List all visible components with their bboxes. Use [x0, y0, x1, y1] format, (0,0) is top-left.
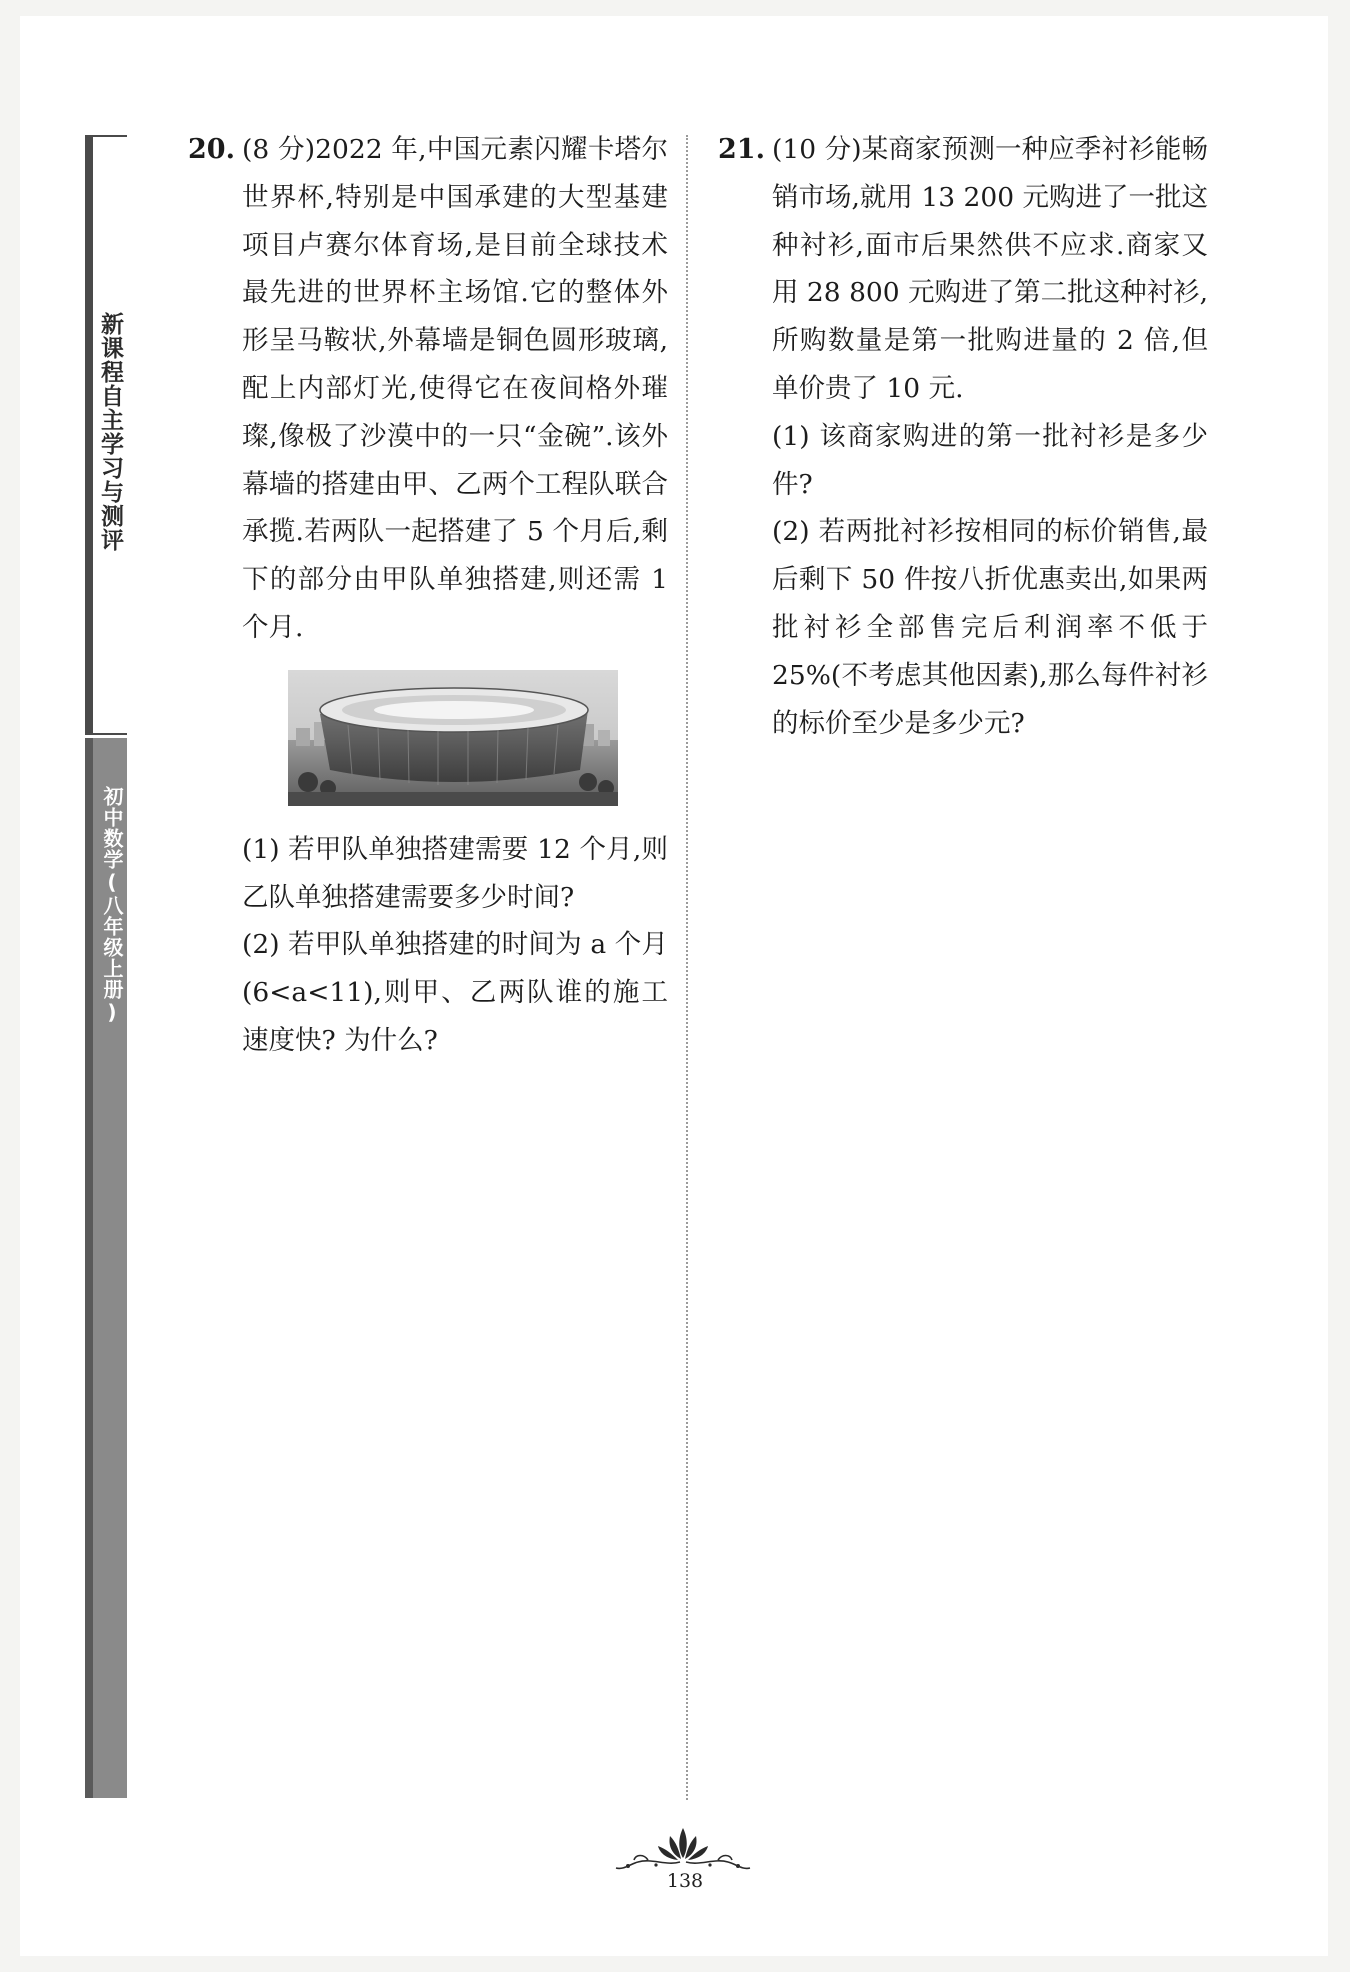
sub-question-1: (1) 该商家购进的第一批衬衫是多少件?	[772, 420, 1208, 500]
column-divider	[686, 135, 688, 1800]
stadium-image	[288, 670, 618, 806]
side-tab-series	[85, 135, 127, 735]
sub-question-2: (2) 若两批衬衫按相同的标价销售,最后剩下 50 件按八折优惠卖出,如果两批衬衫全部售完后利润率不低于 25%(不考虑其他因素),那么每件衬衫的标价至少是多少元?	[772, 516, 1208, 739]
sub-question-2: (2) 若甲队单独搭建的时间为 a 个月(6<a<11),则甲、乙两队谁的施工速度快? 为什么?	[242, 929, 668, 1056]
side-tab-book	[85, 738, 127, 1798]
question-20	[188, 126, 668, 1065]
page-number: 138	[666, 1870, 704, 1892]
book-title: 初中数学(八年级上册)	[100, 786, 124, 1025]
question-stem: (8 分)2022 年,中国元素闪耀卡塔尔世界杯,特别是中国承建的大型基建项目卢赛尔体育场,是目前全球技术最先进的世界杯主场馆.它的整体外形呈马鞍状,外幕墙是铜色圆形玻璃,配上内部灯光,使得它在夜间格外璀璨,像极了沙漠中的一只“金碗”.该外幕墙的搭建由甲、乙两个工程队联合承揽.若两队一起搭建了 5 个月后,剩下的部分由甲队单独搭建,则还需 1 个月.	[242, 134, 668, 643]
question-number: 21.	[718, 134, 765, 165]
series-title: 新课程自主学习与测评	[97, 312, 123, 552]
question-21	[718, 126, 1208, 747]
sub-question-1: (1) 若甲队单独搭建需要 12 个月,则乙队单独搭建需要多少时间?	[242, 833, 668, 913]
question-stem: (10 分)某商家预测一种应季衬衫能畅销市场,就用 13 200 元购进了一批这种衬衫,面市后果然供不应求.商家又用 28 800 元购进了第二批这种衬衫,所购数量是第一批购进量的 2 倍,但单价贵了 10 元.	[772, 134, 1208, 404]
question-number: 20.	[188, 134, 235, 165]
